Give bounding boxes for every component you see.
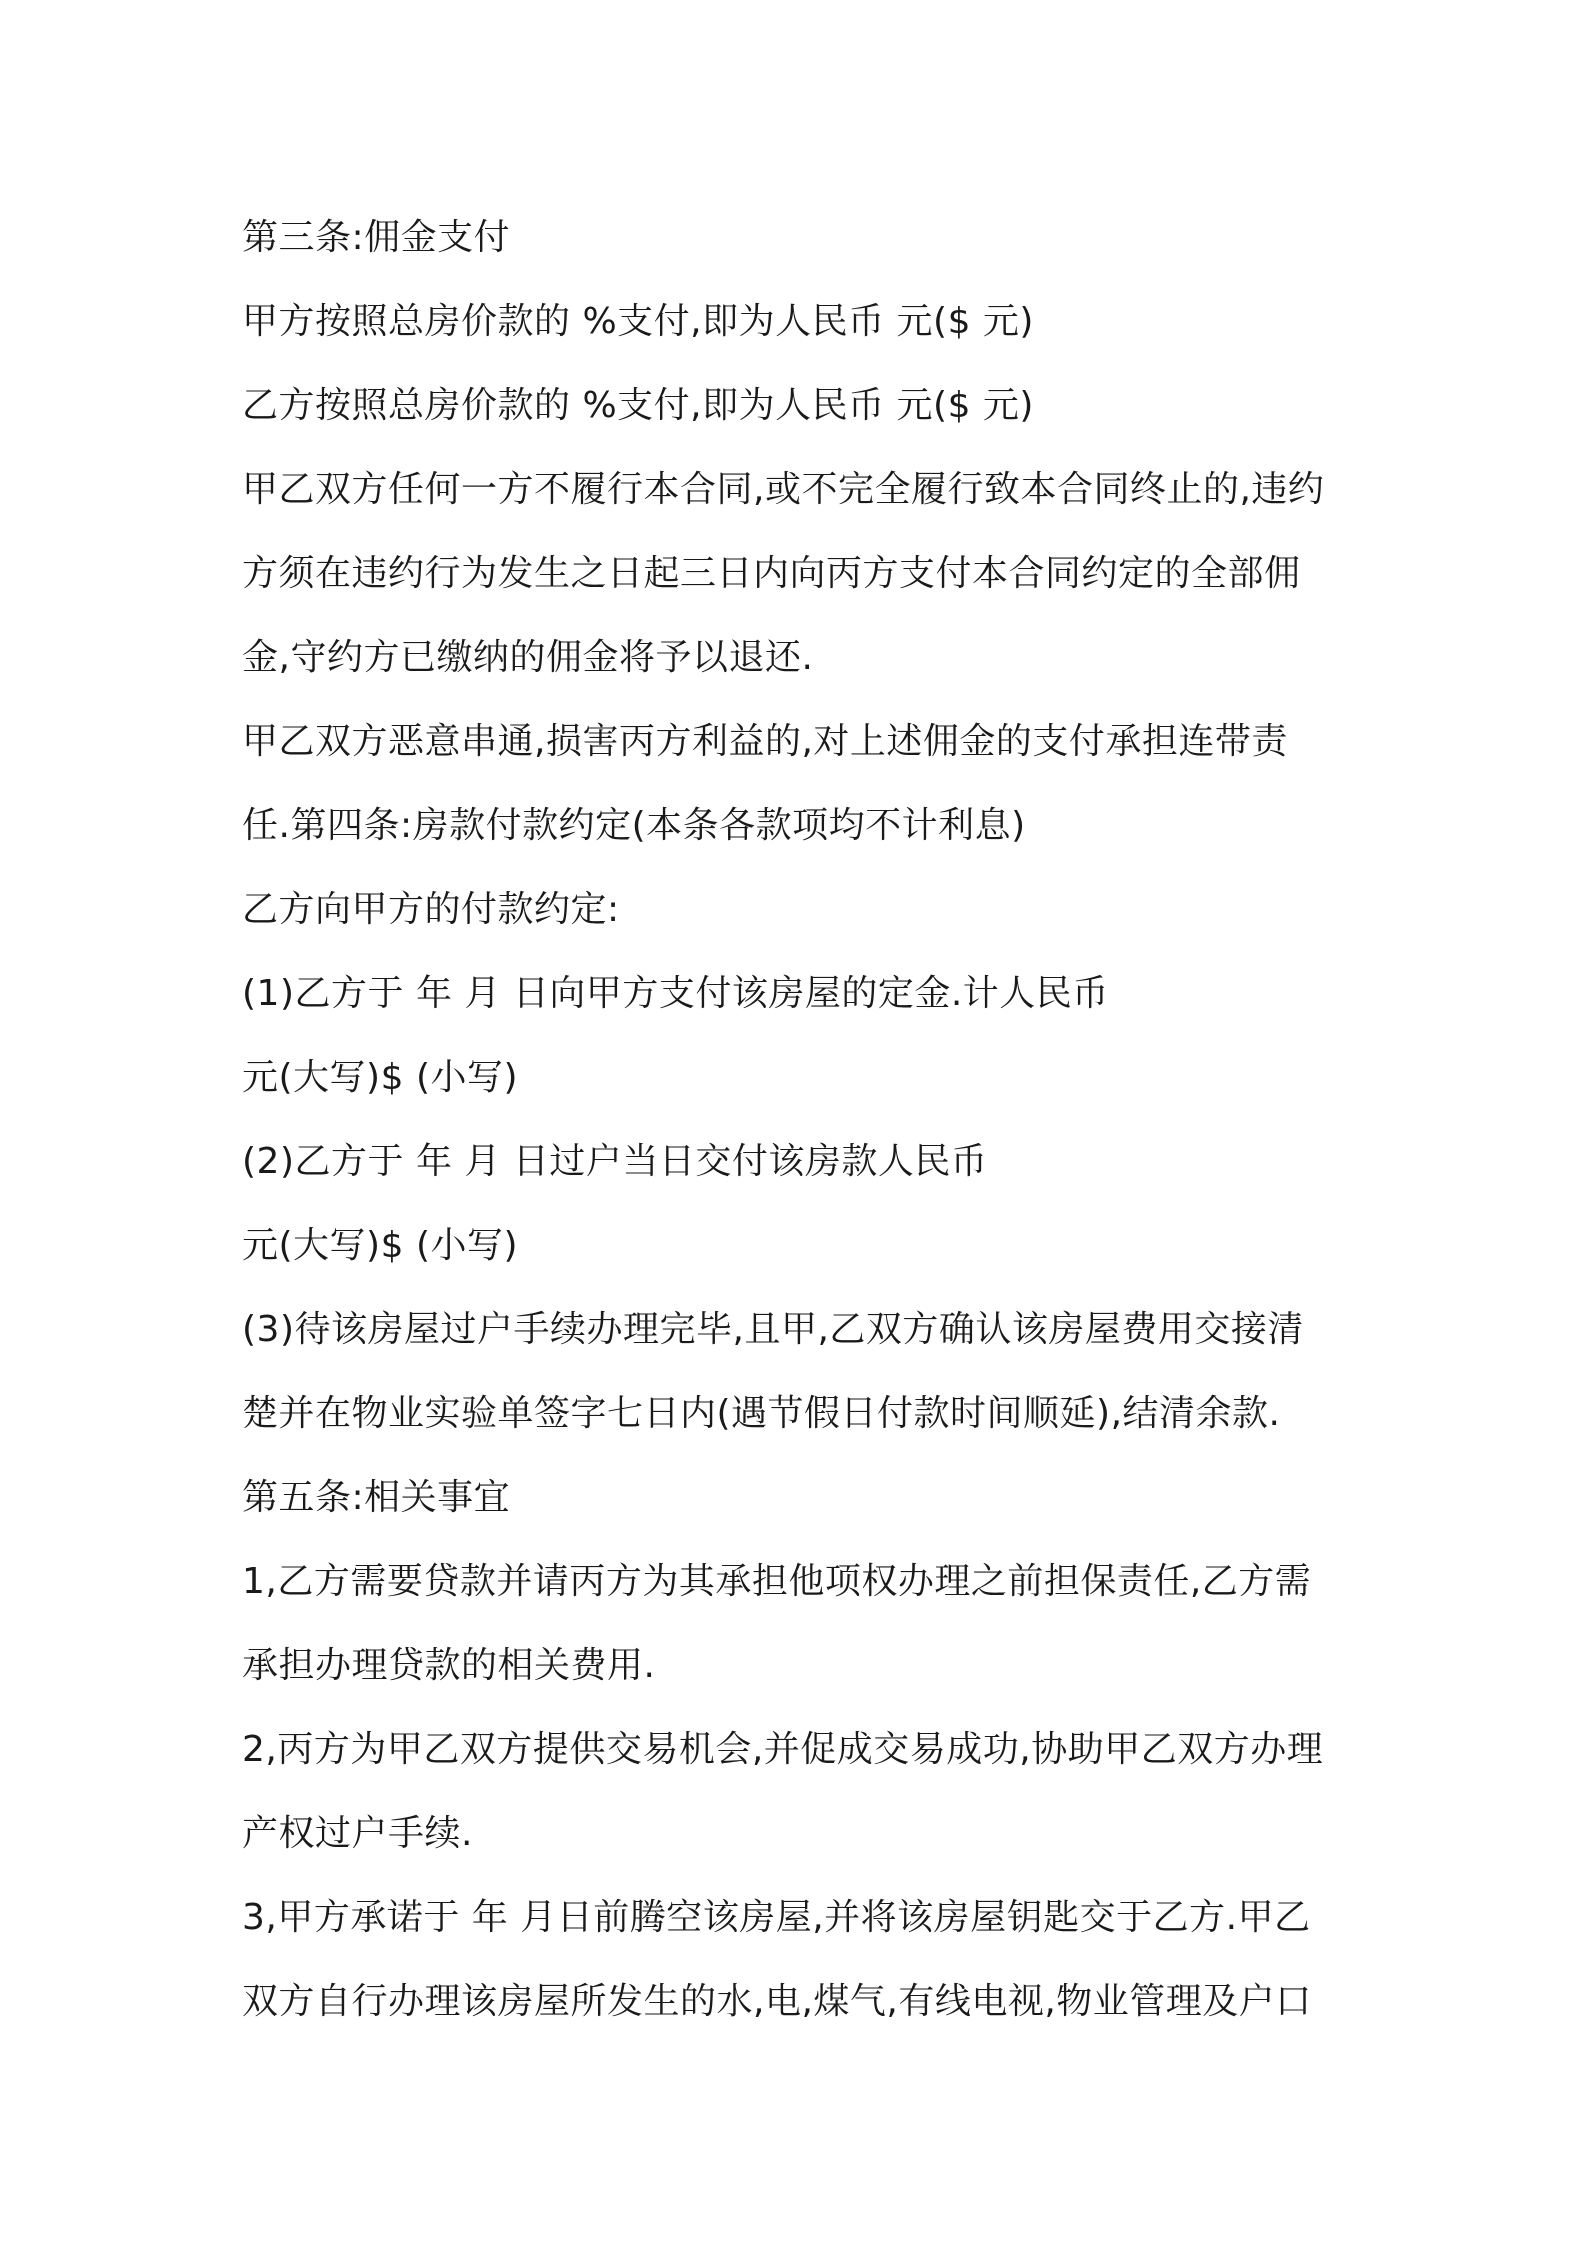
text-line: 1,乙方需要贷款并请丙方为其承担他项权办理之前担保责任,乙方需 xyxy=(242,1561,1312,1602)
text-line: (2)乙方于 年 月 日过户当日交付该房款人民币 xyxy=(242,1141,988,1182)
text-line: 2,丙方为甲乙双方提供交易机会,并促成交易成功,协助甲乙双方办理 xyxy=(242,1729,1324,1770)
text-line: 楚并在物业实验单签字七日内(遇节假日付款时间顺延),结清余款. xyxy=(242,1393,1281,1434)
text-line: 元(大写)$ (小写) xyxy=(242,1057,519,1098)
text-line: 3,甲方承诺于 年 月日前腾空该房屋,并将该房屋钥匙交于乙方.甲乙 xyxy=(242,1897,1311,1938)
text-line: 金,守约方已缴纳的佣金将予以退还. xyxy=(242,637,814,678)
section-heading-article-3: 第三条:佣金支付 xyxy=(242,217,511,258)
text-line: (1)乙方于 年 月 日向甲方支付该房屋的定金.计人民币 xyxy=(242,973,1109,1014)
text-line: 乙方向甲方的付款约定: xyxy=(242,889,620,930)
contract-text xyxy=(242,196,1362,2044)
text-line: 双方自行办理该房屋所发生的水,电,煤气,有线电视,物业管理及户口 xyxy=(242,1981,1312,2022)
text-line: 产权过户手续. xyxy=(242,1813,473,1854)
text-line: 方须在违约行为发生之日起三日内向丙方支付本合同约定的全部佣 xyxy=(242,553,1301,594)
text-line: (3)待该房屋过户手续办理完毕,且甲,乙双方确认该房屋费用交接清 xyxy=(242,1309,1304,1350)
text-line: 甲乙双方恶意串通,损害丙方利益的,对上述佣金的支付承担连带责 xyxy=(242,721,1288,762)
section-heading-article-5: 第五条:相关事宜 xyxy=(242,1477,511,1518)
text-line: 元(大写)$ (小写) xyxy=(242,1225,519,1266)
text-line: 任.第四条:房款付款约定(本条各款项均不计利息) xyxy=(242,805,1026,846)
text-line: 承担办理贷款的相关费用. xyxy=(242,1645,656,1686)
text-line: 甲乙双方任何一方不履行本合同,或不完全履行致本合同终止的,违约 xyxy=(242,469,1325,510)
text-line: 乙方按照总房价款的 %支付,即为人民币 元($ 元) xyxy=(242,385,1034,426)
text-line: 甲方按照总房价款的 %支付,即为人民币 元($ 元) xyxy=(242,301,1034,342)
